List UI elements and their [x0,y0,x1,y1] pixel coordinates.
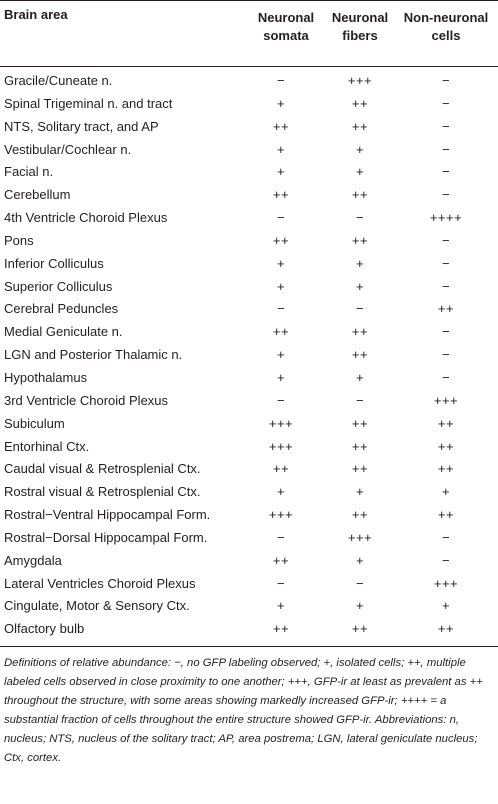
table-footnote: Definitions of relative abundance: −, no GFP labeling observed; +, isolated cells; ++, multiple labeled cells observed in close proximity to one another; +++, GFP-ir at least as prevalent as ++ throughout the structure, with some areas showing markedly increased GFP-ir; ++++ = a substantial fraction of cells throughout the entire structure showed GFP-ir. Abbreviations: n, nucleus; NTS, nucleus of the solitary tract; AP, area postrema; LGN, lateral geniculate nucleus; Ctx, cortex. [4,657,483,764]
cell-non-neuronal: − [441,255,451,271]
cell-brain-area: Hypothalamus [4,369,88,385]
cell-brain-area: NTS, Solitary tract, and AP [4,118,159,134]
cell-brain-area: Gracile/Cuneate n. [4,73,113,88]
header-somata-line1: Neuronal [257,10,315,25]
table-row [0,320,498,343]
cell-brain-area: Rostral−Dorsal Hippocampal Form. [4,529,208,545]
cell-fibers: + [355,278,365,294]
cell-fibers: +++ [347,73,373,88]
table-row [0,92,498,115]
table-row [0,138,498,161]
cell-somata: − [276,575,286,591]
cell-fibers: ++ [351,507,369,523]
cell-somata: + [276,369,286,385]
cell-fibers: + [355,255,365,271]
table-row [0,297,498,320]
cell-non-neuronal: − [441,187,451,203]
cell-somata: +++ [268,438,294,454]
cell-non-neuronal: ++++ [429,210,463,226]
cell-fibers: + [355,484,365,500]
cell-non-neuronal: − [441,164,451,180]
cell-fibers: ++ [351,461,369,477]
cell-fibers: ++ [351,232,369,248]
table-row [0,115,498,138]
cell-somata: + [276,141,286,157]
cell-non-neuronal: +++ [433,575,459,591]
cell-fibers: − [355,210,365,226]
cell-non-neuronal: − [441,347,451,363]
cell-brain-area: Rostral−Ventral Hippocampal Form. [4,507,211,523]
table-row [0,503,498,526]
cell-non-neuronal: − [441,369,451,385]
header-fibers-line2: fibers [342,28,378,43]
cell-somata: + [276,347,286,363]
cell-brain-area: 4th Ventricle Choroid Plexus [4,210,168,226]
cell-fibers: ++ [351,438,369,454]
cell-fibers: + [355,369,365,385]
cell-non-neuronal: ++ [437,438,455,454]
cell-non-neuronal: − [441,278,451,294]
cell-somata: − [276,529,286,545]
cell-somata: +++ [268,507,294,523]
cell-somata: + [276,278,286,294]
cell-non-neuronal: − [441,324,451,340]
cell-fibers: + [355,552,365,568]
cell-fibers: ++ [351,324,369,340]
header-nonneuronal-line2: cells [431,28,461,43]
cell-somata: ++ [272,232,290,248]
cell-somata: + [276,484,286,500]
table-row [0,160,498,183]
cell-brain-area: Lateral Ventricles Choroid Plexus [4,575,196,591]
cell-brain-area: Pons [4,232,34,248]
cell-fibers: − [355,392,365,408]
cell-somata: − [276,210,286,226]
cell-brain-area: Cerebellum [4,187,71,203]
cell-brain-area: Cerebral Peduncles [4,301,119,317]
cell-brain-area: Amygdala [4,552,62,568]
table-row [0,183,498,206]
table-row [0,206,498,229]
table-row [0,617,498,640]
cell-non-neuronal: − [441,73,451,88]
cell-non-neuronal: − [441,232,451,248]
cell-somata: + [276,95,286,111]
cell-non-neuronal: +++ [433,392,459,408]
cell-somata: ++ [272,187,290,203]
cell-non-neuronal: − [441,529,451,545]
cell-somata: ++ [272,621,290,637]
table-row [0,435,498,458]
table-bottom-divider [0,646,498,647]
cell-somata: ++ [272,461,290,477]
cell-fibers: + [355,598,365,614]
table-header [0,0,498,59]
cell-brain-area: Medial Geniculate n. [4,324,123,340]
cell-brain-area: Olfactory bulb [4,621,85,637]
table-body [0,69,498,640]
table-row [0,594,498,617]
cell-brain-area: LGN and Posterior Thalamic n. [4,347,183,363]
table-row [0,549,498,572]
cell-non-neuronal: ++ [437,461,455,477]
cell-fibers: ++ [351,415,369,431]
cell-brain-area: Entorhinal Ctx. [4,438,90,454]
cell-somata: + [276,598,286,614]
table-row [0,69,498,92]
cell-brain-area: Spinal Trigeminal n. and tract [4,95,173,111]
table-row [0,457,498,480]
table-row [0,343,498,366]
table-row [0,412,498,435]
cell-brain-area: Inferior Colliculus [4,255,104,271]
table-row [0,389,498,412]
header-fibers-line1: Neuronal [331,10,389,25]
table-row [0,252,498,275]
cell-somata: ++ [272,324,290,340]
cell-fibers: ++ [351,187,369,203]
cell-fibers: ++ [351,95,369,111]
cell-fibers: + [355,141,365,157]
cell-somata: + [276,164,286,180]
cell-somata: +++ [268,415,294,431]
table-row [0,275,498,298]
cell-non-neuronal: ++ [437,621,455,637]
cell-brain-area: Rostral visual & Retrosplenial Ctx. [4,484,201,500]
cell-non-neuronal: ++ [437,507,455,523]
cell-somata: ++ [272,118,290,134]
cell-brain-area: Subiculum [4,415,65,431]
cell-brain-area: Vestibular/Cochlear n. [4,141,132,157]
cell-brain-area: Superior Colliculus [4,278,113,294]
header-somata-line2: somata [263,28,309,43]
cell-fibers: ++ [351,347,369,363]
table-row [0,229,498,252]
cell-brain-area: Facial n. [4,164,54,180]
cell-somata: − [276,73,286,88]
cell-somata: ++ [272,552,290,568]
cell-fibers: + [355,164,365,180]
cell-fibers: ++ [351,118,369,134]
table-row [0,366,498,389]
header-neuronal-fibers [322,9,398,45]
cell-non-neuronal: − [441,95,451,111]
cell-non-neuronal: + [441,598,451,614]
cell-fibers: − [355,575,365,591]
cell-fibers: − [355,301,365,317]
table-row [0,526,498,549]
cell-non-neuronal: + [441,484,451,500]
table-row [0,572,498,595]
header-non-neuronal-cells [396,9,496,45]
cell-non-neuronal: − [441,552,451,568]
header-brain-area-label: Brain area [4,7,68,22]
cell-brain-area: Cingulate, Motor & Sensory Ctx. [4,598,190,614]
cell-non-neuronal: ++ [437,301,455,317]
cell-brain-area: Caudal visual & Retrosplenial Ctx. [4,461,201,477]
cell-somata: + [276,255,286,271]
header-brain-area [4,6,68,24]
table-row [0,480,498,503]
header-nonneuronal-line1: Non-neuronal [403,10,489,25]
cell-somata: − [276,301,286,317]
cell-somata: − [276,392,286,408]
cell-non-neuronal: − [441,141,451,157]
cell-brain-area: 3rd Ventricle Choroid Plexus [4,392,169,408]
header-divider [0,66,498,67]
cell-non-neuronal: − [441,118,451,134]
cell-fibers: +++ [347,529,373,545]
header-neuronal-somata [247,9,325,45]
cell-fibers: ++ [351,621,369,637]
cell-non-neuronal: ++ [437,415,455,431]
